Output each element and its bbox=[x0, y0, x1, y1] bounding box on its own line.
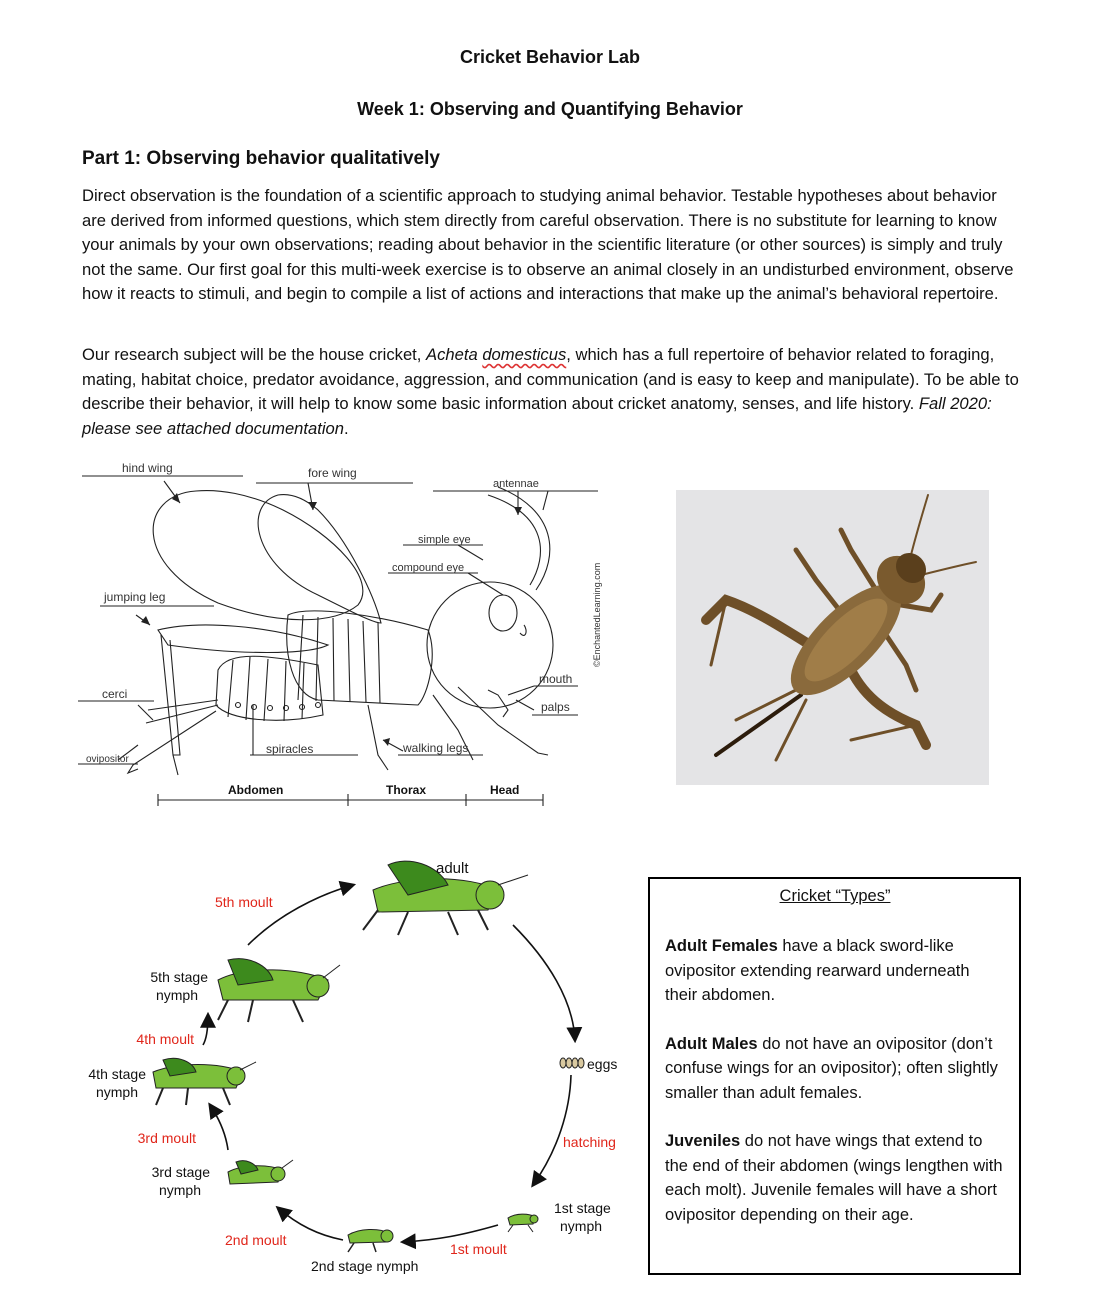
para2-text-a: Our research subject will be the house cricket, bbox=[82, 345, 427, 364]
lifecycle-eggs: eggs bbox=[587, 1056, 618, 1072]
adult-males-text: do not have an ovipositor (don’t confuse wings for an ovipositor); often slightly smaller than adult females. bbox=[665, 1034, 998, 1102]
types-box-title: Cricket “Types” bbox=[779, 887, 891, 905]
label-cerci: cerci bbox=[102, 687, 128, 701]
label-antennae: antennae bbox=[493, 478, 539, 490]
lifecycle-5th-stage-b: nymph bbox=[155, 987, 198, 1003]
adult-males-label: Adult Males bbox=[665, 1034, 758, 1053]
label-compound-eye: compound eye bbox=[392, 562, 465, 574]
adult-females-text: have a black sword-like ovipositor extending rearward underneath their abdomen. bbox=[665, 937, 970, 1004]
label-palps: palps bbox=[541, 700, 570, 714]
label-jumping-leg: jumping leg bbox=[104, 590, 166, 604]
juveniles-text: do not have wings that extend to the end of their abdomen (wings lengthen with each molt). Juvenile females will have a short ovipositor depending on their age. bbox=[665, 1132, 1003, 1224]
lifecycle-1st-stage-b: nymph bbox=[560, 1218, 603, 1234]
lifecycle-adult: adult bbox=[436, 860, 469, 877]
lifecycle-2nd-moult: 2nd moult bbox=[225, 1232, 287, 1248]
document-subtitle: Week 1: Observing and Quantifying Behavior bbox=[357, 99, 743, 119]
para2-end: . bbox=[344, 418, 349, 438]
label-abdomen: Abdomen bbox=[228, 783, 284, 797]
label-mouth: mouth bbox=[539, 672, 573, 686]
cricket-types-box bbox=[648, 877, 1021, 1275]
lifecycle-hatching: hatching bbox=[563, 1134, 616, 1150]
lifecycle-1st-moult: 1st moult bbox=[450, 1241, 507, 1257]
label-thorax: Thorax bbox=[386, 783, 427, 797]
lifecycle-4th-stage-b: nymph bbox=[95, 1084, 138, 1100]
adult-females-label: Adult Females bbox=[665, 937, 778, 955]
copyright-credit: ©EnchantedLearning.com bbox=[592, 562, 602, 667]
juveniles-label: Juveniles bbox=[665, 1132, 741, 1150]
label-ovipositor: ovipositor bbox=[86, 754, 129, 765]
lifecycle-4th-stage-a: 4th stage bbox=[88, 1066, 146, 1082]
subject-paragraph bbox=[82, 343, 1022, 441]
label-fore-wing: fore wing bbox=[308, 466, 357, 480]
documentation-note: Fall 2020: please see attached documentation bbox=[82, 394, 992, 438]
lifecycle-4th-moult: 4th moult bbox=[136, 1031, 194, 1047]
lifecycle-5th-moult: 5th moult bbox=[215, 894, 273, 910]
intro-paragraph: Direct observation is the foundation of a scientific approach to studying animal behavior. Testable hypotheses about behavior are derived from informed questions, which stem directly from careful observation. There is no substitute for learning to know your animals by your own observations; reading about behavior in the scientific literature (or other sources) is simply and truly not the same. Our first goal for this multi-week exercise is to observe an animal closely in an undisturbed environment, observe how it reacts to stimuli, and begin to compile a list of actions and interactions that make up the animal’s behavioral repertoire. bbox=[82, 186, 1014, 303]
genus-name: Acheta bbox=[426, 345, 478, 364]
lifecycle-2nd-stage: 2nd stage nymph bbox=[311, 1258, 419, 1274]
cricket-life-cycle-diagram bbox=[78, 850, 638, 1280]
cricket-photo bbox=[676, 490, 989, 785]
adult-males-description bbox=[665, 1032, 1005, 1106]
document-title: Cricket Behavior Lab bbox=[459, 47, 641, 67]
label-hind-wing: hind wing bbox=[122, 461, 173, 475]
lifecycle-5th-stage-a: 5th stage bbox=[150, 969, 208, 985]
juveniles-description bbox=[665, 1129, 1005, 1227]
species-name: domesticus bbox=[482, 345, 567, 364]
adult-females-description bbox=[665, 934, 1005, 1008]
section-heading: Part 1: Observing behavior qualitatively bbox=[82, 148, 440, 169]
para2-text-b: , which has a full repertoire of behavior related to foraging, mating, habitat choice, predator avoidance, aggression, and communication (and is easy to keep and manipulate). To be able to describe their behavior, it will help to know some basic information about cricket anatomy, senses, and life history. bbox=[82, 345, 1019, 413]
lifecycle-3rd-moult: 3rd moult bbox=[137, 1130, 196, 1146]
lifecycle-3rd-stage-b: nymph bbox=[158, 1182, 201, 1198]
lifecycle-3rd-stage-a: 3rd stage bbox=[151, 1164, 210, 1180]
cricket-anatomy-diagram bbox=[78, 455, 602, 815]
label-spiracles: spiracles bbox=[266, 742, 314, 756]
label-walking-legs: walking legs bbox=[403, 741, 469, 755]
lifecycle-1st-stage-a: 1st stage bbox=[554, 1200, 611, 1216]
label-head: Head bbox=[490, 783, 520, 797]
label-simple-eye: simple eye bbox=[418, 534, 471, 546]
